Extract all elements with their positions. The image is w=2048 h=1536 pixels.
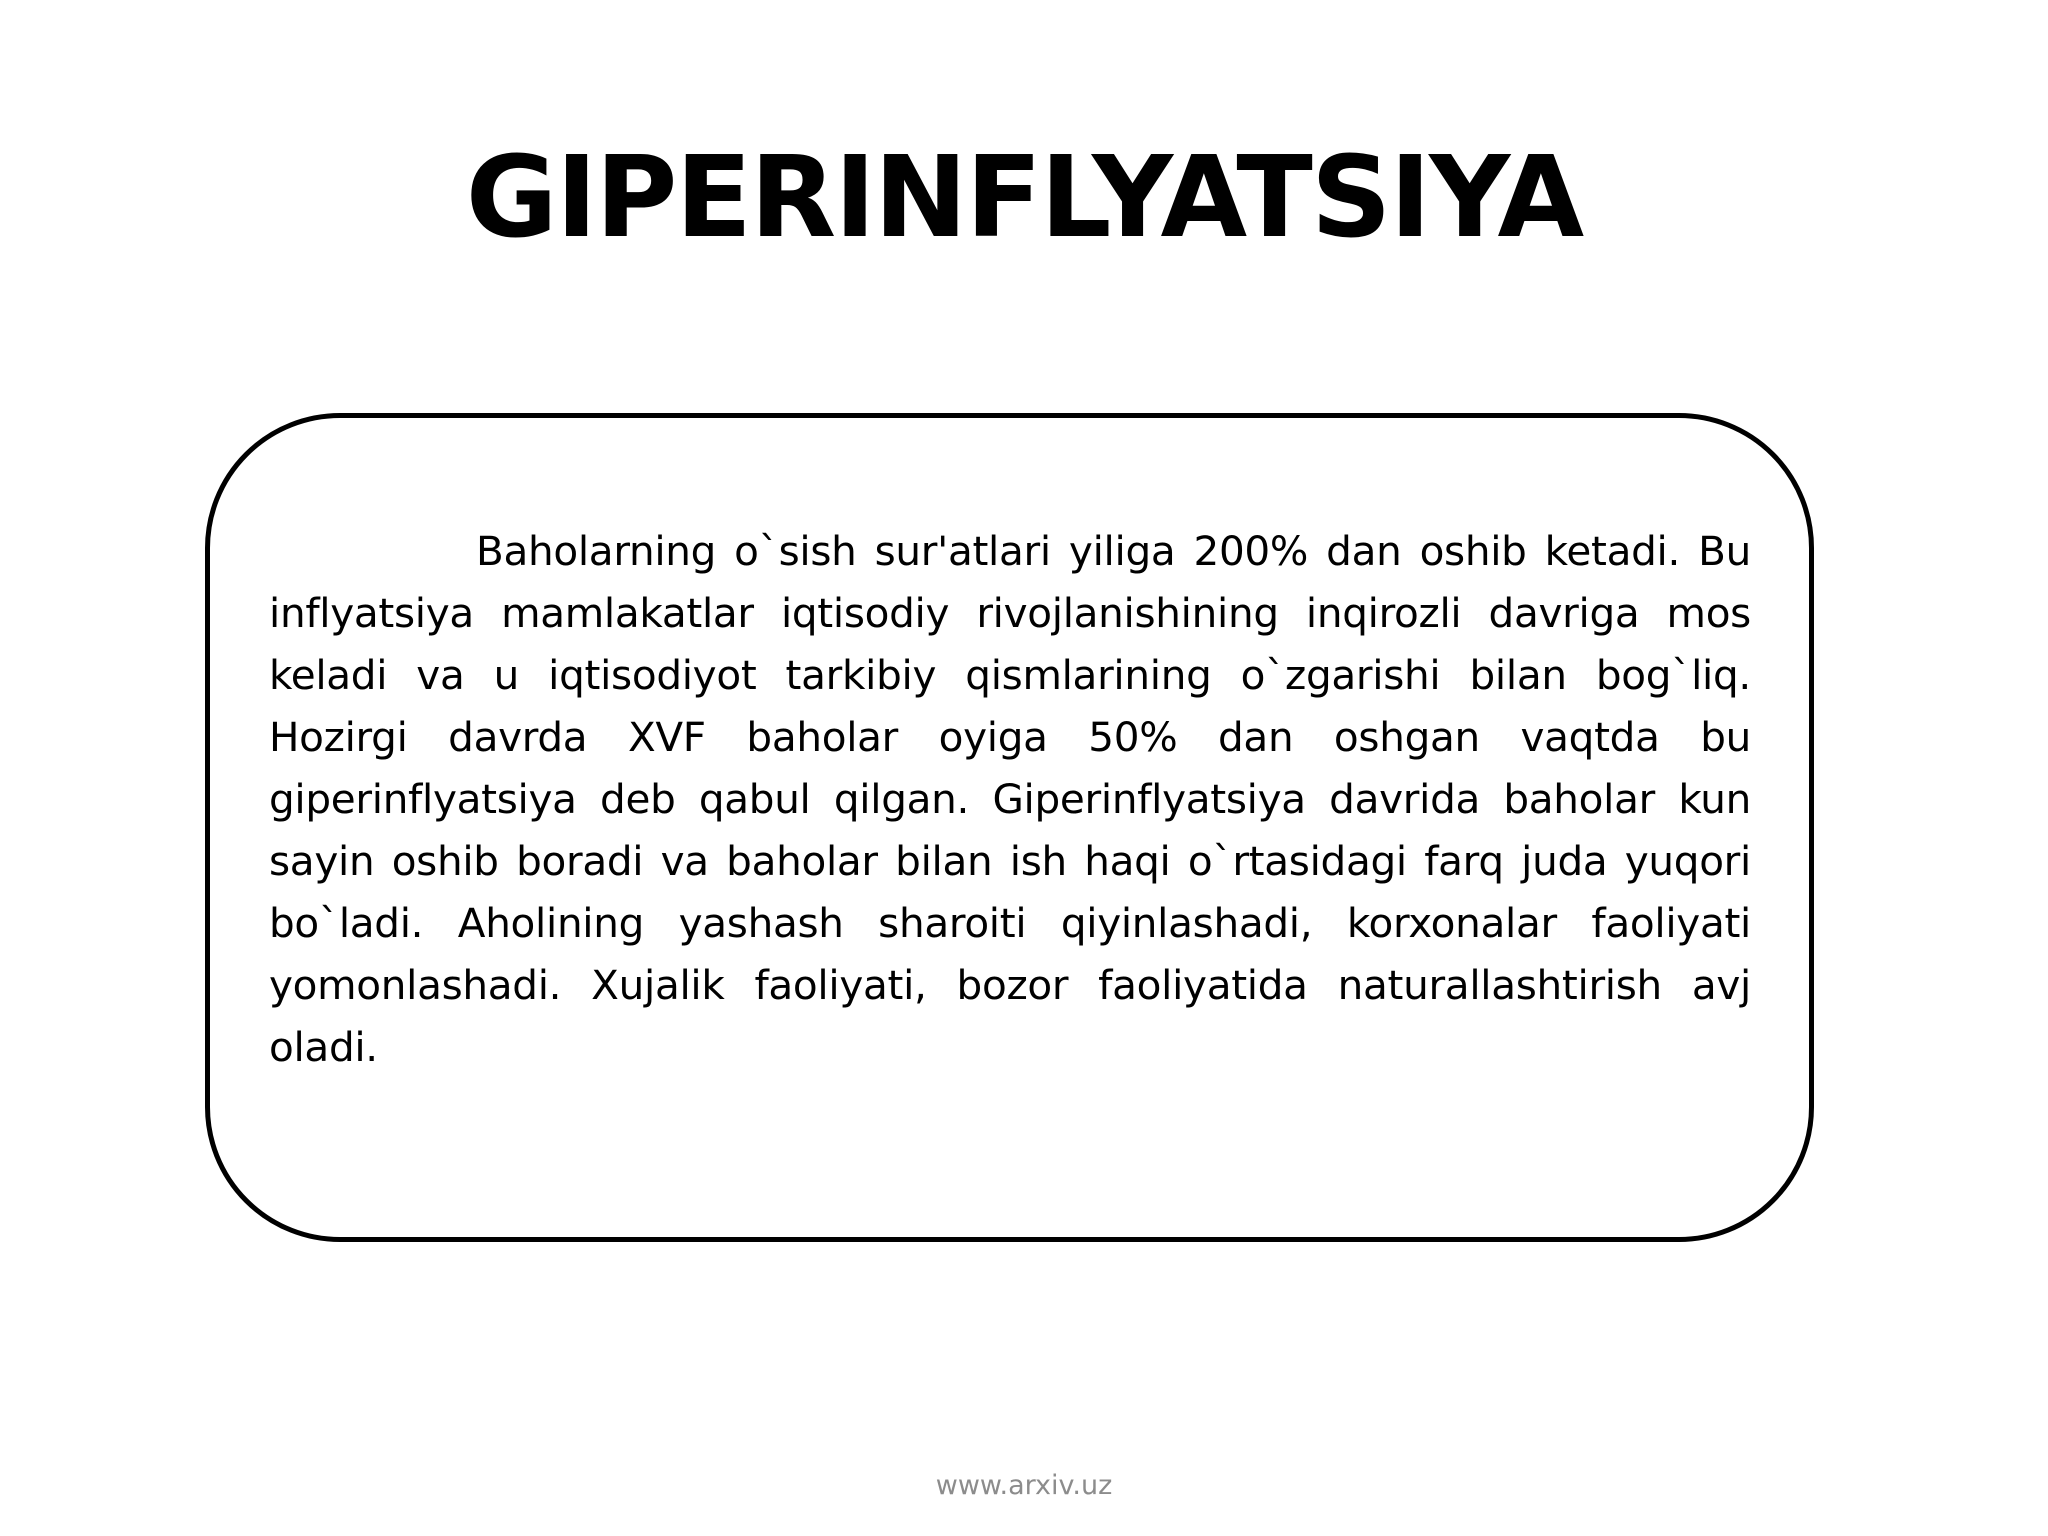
footer-website: www.arxiv.uz <box>935 1470 1113 1501</box>
body-paragraph: Baholarning o`sish sur'atlari yiliga 200% dan oshib ketadi. Bu inflyatsiya mamlakatlar iqtisodiy rivojlanishining inqirozli davriga mos keladi va u iqtisodiyot tarkibiy qismlarining o`zgarishi bilan bog`liq. Hozirgi davrda XVF baholar oyiga 50% dan oshgan vaqtda bu giperinflyatsiya deb qabul qilgan. Giperinflyatsiya davrida baholar kun sayin oshib boradi va baholar bilan ish haqi o`rtasidagi farq juda yuqori bo`ladi. Aholining yashash sharoiti qiyinlashadi, korxonalar faoliyati yomonlashadi. Xujalik faoliyati, bozor faoliyatida naturallashtirish avj oladi. <box>269 527 1751 1071</box>
slide-title: GIPERINFLYATSIYA <box>465 133 1583 263</box>
